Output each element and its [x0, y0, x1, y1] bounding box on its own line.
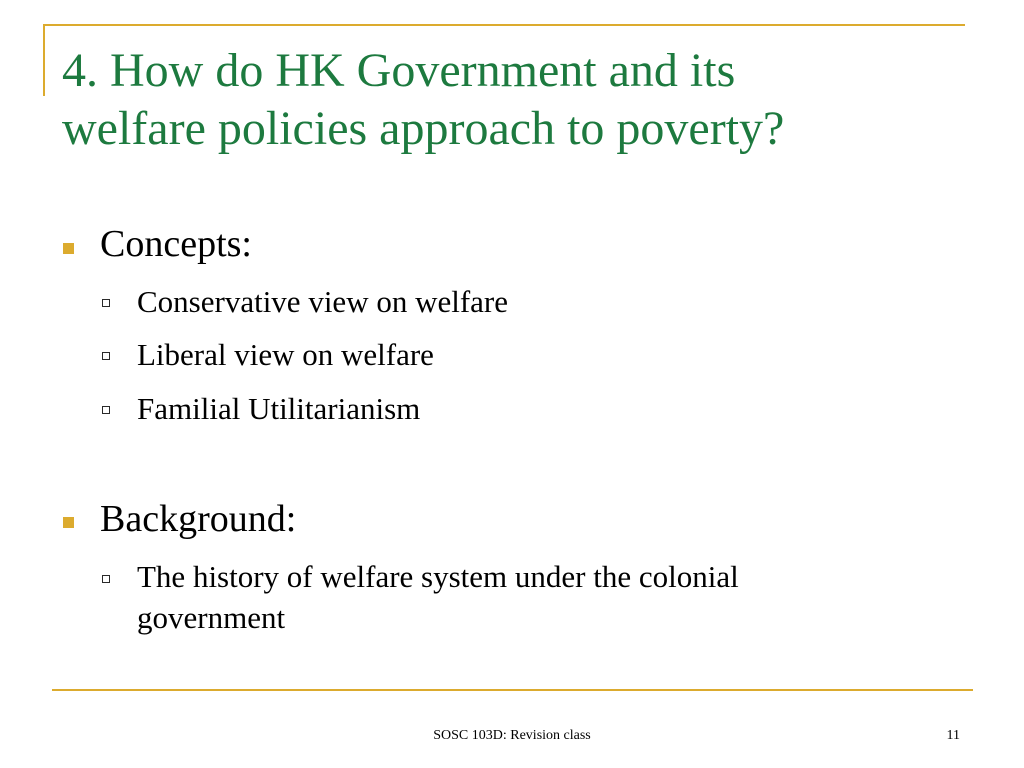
left-divider-line: [43, 24, 45, 96]
hollow-square-bullet-icon: [102, 352, 110, 360]
list-item-colonial-history: [137, 556, 739, 638]
slide-title-line-1: 4. How do HK Government and its: [62, 44, 736, 97]
page-number: 11: [946, 728, 960, 743]
bottom-divider-line: [52, 689, 973, 691]
list-item-familial-utilitarianism: Familial Utilitarianism: [137, 391, 421, 426]
section-heading-background: Background:: [100, 498, 297, 540]
square-bullet-icon: [63, 243, 74, 254]
footer-course-label: SOSC 103D: Revision class: [433, 728, 591, 743]
hollow-square-bullet-icon: [102, 299, 110, 307]
top-divider-line: [43, 24, 965, 26]
slide-title-line-2: welfare policies approach to poverty?: [62, 102, 785, 155]
square-bullet-icon: [63, 517, 74, 528]
list-item-conservative-view: Conservative view on welfare: [137, 284, 509, 319]
section-heading-concepts: Concepts:: [100, 223, 252, 265]
list-item-colonial-history-line-2: government: [137, 600, 286, 635]
hollow-square-bullet-icon: [102, 575, 110, 583]
list-item-liberal-view: Liberal view on welfare: [137, 337, 434, 372]
list-item-colonial-history-line-1: The history of welfare system under the colonial: [137, 559, 739, 594]
hollow-square-bullet-icon: [102, 406, 110, 414]
slide-title: [62, 42, 962, 158]
